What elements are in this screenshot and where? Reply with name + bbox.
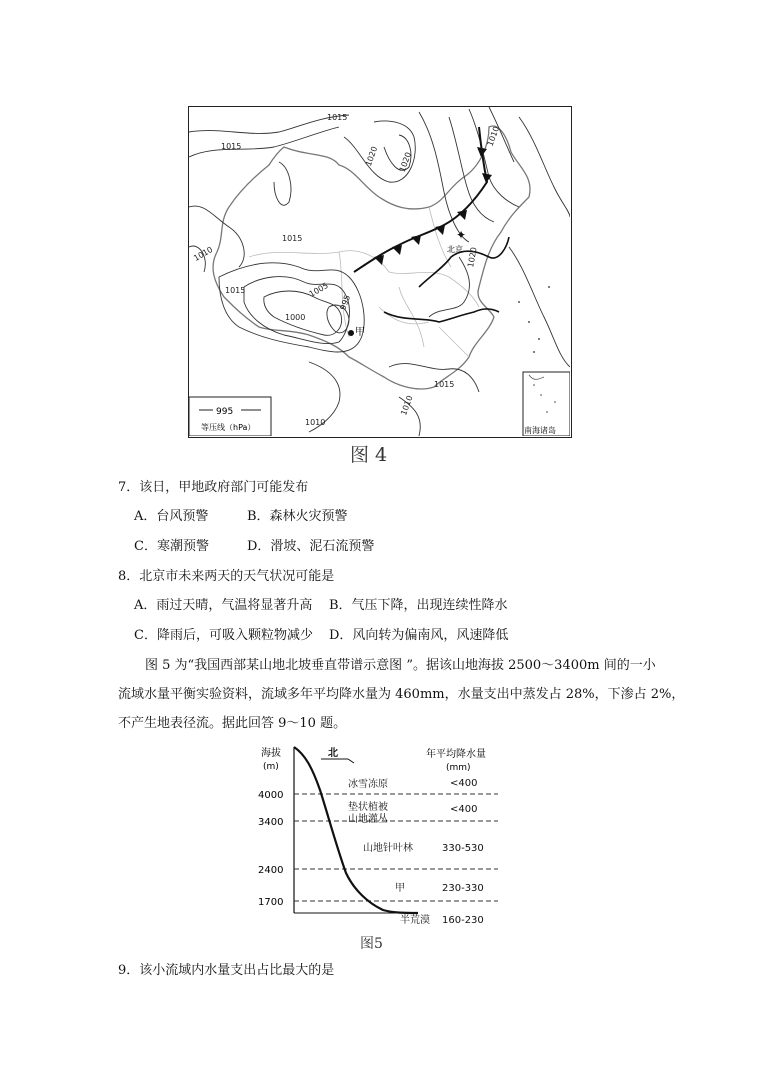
legend-value: 995 (216, 407, 234, 417)
q7-stem: 7．该日，甲地政府部门可能发布 (118, 480, 309, 495)
q9-stem: 9．该小流域内水量支出占比最大的是 (118, 963, 335, 978)
zone-label: 山地针叶林 (363, 843, 413, 854)
zone-precip: 160-230 (442, 915, 484, 926)
isobar-label: 1010 (192, 244, 215, 263)
vertical-zone-figure (258, 745, 504, 927)
figure5-caption: 图5 (360, 936, 383, 952)
legend-label: 等压线（hPa） (201, 423, 256, 432)
intro-line: 图 5 为“我国西部某山地北坡垂直带谱示意图 ”。据该山地海拔 2500～3400m 间的一小 (145, 658, 656, 673)
intro-line: 不产生地表径流。据此回答 9～10 题。 (118, 716, 347, 731)
q8-option-a: A．雨过天晴，气温将显著升高 (134, 598, 313, 613)
q8-stem: 8．北京市未来两天的天气状况可能是 (118, 569, 335, 584)
jia-label: 甲 (355, 327, 365, 338)
inset-label: 南海诸岛 (524, 426, 556, 435)
zone-precip: 330-530 (442, 843, 484, 854)
isobar-label: 1015 (225, 286, 246, 295)
weather-map-svg (189, 107, 570, 436)
precip-header-unit: (mm) (446, 763, 471, 773)
intro-line: 流域水量平衡实验资料，流域多年平均降水量为 460mm，水量支出中蒸发占 28%，下渗占 2%， (118, 687, 685, 702)
isobar-label: 1015 (434, 380, 455, 389)
zone-precip: <400 (450, 804, 478, 815)
zone-label: 垫状植被 (348, 802, 388, 813)
isobar-label: 1000 (285, 313, 306, 322)
slope-direction-label: 北 (328, 748, 338, 759)
jia-point-icon (348, 330, 354, 336)
q7-option-b: B．森林火灾预警 (247, 509, 348, 524)
y-axis-label: 海拔 (261, 748, 281, 759)
zone-precip: <400 (450, 778, 478, 789)
altitude-tick-label: 2400 (258, 865, 284, 876)
isobar-label: 1015 (221, 142, 242, 151)
precip-header: 年平均降水量 (426, 749, 486, 760)
thick-line (419, 237, 509, 287)
beijing-label: 北京 (447, 245, 463, 254)
zone-label: 甲 (395, 883, 405, 894)
zone-label: 冰雪冻原 (348, 779, 388, 790)
isobar-label: 1020 (397, 150, 414, 174)
altitude-tick-label: 4000 (258, 790, 284, 801)
q8-option-c: C．降雨后，可吸入颗粒物减少 (134, 628, 313, 643)
isobar-label: 1010 (485, 125, 502, 148)
isobar-label: 1010 (305, 418, 326, 427)
weather-map-figure (188, 106, 572, 438)
isobar-label: 1020 (363, 145, 380, 168)
isobar-label: 1005 (307, 280, 330, 299)
y-axis-unit: (m) (263, 762, 279, 772)
isobar-label: 1020 (466, 246, 479, 269)
isobar-label: 995 (338, 293, 353, 312)
isobar-label: 1015 (282, 234, 303, 243)
vertical-zone-chart (258, 745, 504, 927)
q8-option-b: B．气压下降，出现连续性降水 (329, 598, 508, 613)
q7-option-a: A．台风预警 (134, 509, 209, 524)
isobar-label: 1015 (327, 113, 348, 122)
zone-label: 山地灌丛 (348, 814, 388, 825)
altitude-tick-label: 1700 (258, 897, 284, 908)
zone-precip: 230-330 (442, 883, 484, 894)
beijing-star-icon: ✦ (456, 228, 467, 242)
q8-option-d: D．风向转为偏南风，风速降低 (329, 628, 509, 643)
q7-option-d: D．滑坡、泥石流预警 (247, 539, 375, 554)
zone-label: 半荒漠 (400, 915, 430, 926)
isobar-label: 1010 (399, 394, 415, 417)
altitude-tick-label: 3400 (258, 817, 284, 828)
figure4-caption: 图 4 (350, 444, 388, 466)
q7-option-c: C．寒潮预警 (134, 539, 209, 554)
